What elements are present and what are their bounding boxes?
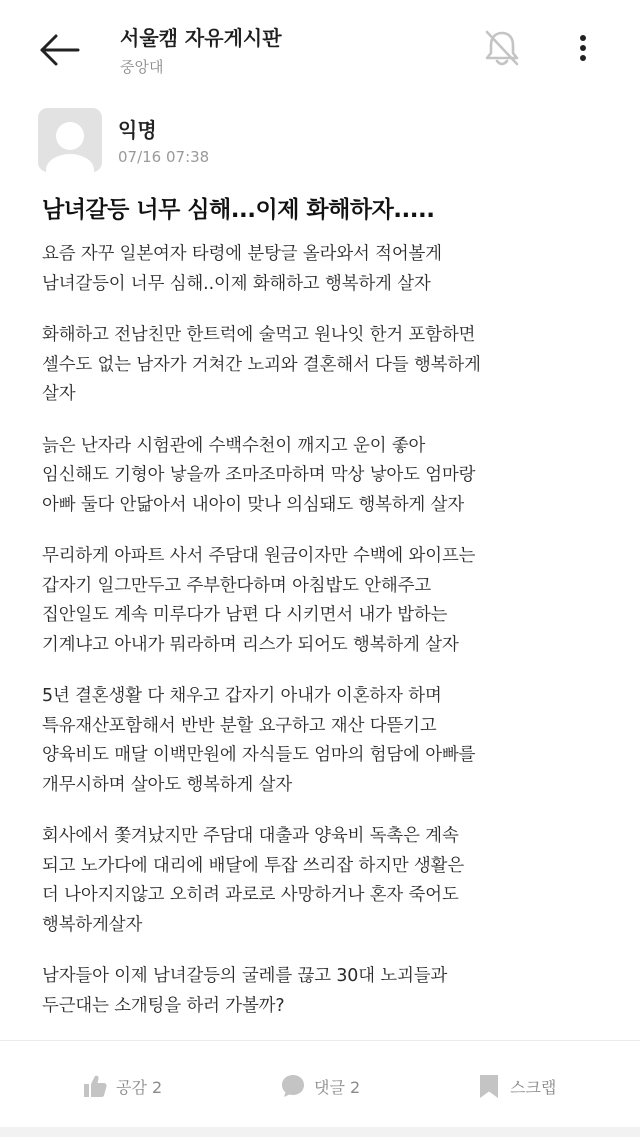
author-name: 익명 (118, 118, 157, 142)
post-action-bar (0, 1040, 640, 1138)
post-line: 행복하게살자 (42, 914, 143, 935)
post-line: 화해하고 전남친만 한트럭에 술먹고 원나잇 한거 포함하면 (42, 325, 476, 345)
notification-toggle-button[interactable] (480, 26, 524, 70)
post-line: 무리하게 아파트 사서 주담대 원금이자만 수백에 와이프는 (42, 546, 476, 566)
scrap-button[interactable] (476, 1071, 556, 1101)
post-line: 갑자기 일그만두고 주부한다하며 아침밥도 안해주고 (42, 575, 432, 596)
post-author (38, 108, 598, 174)
post-line: 기계냐고 아내가 뭐라하며 리스가 되어도 행복하게 살자 (42, 634, 459, 655)
app-header (0, 0, 640, 95)
post-line: 더 나아지지않고 오히려 과로로 사망하거나 혼자 죽어도 (42, 885, 459, 905)
post-paragraph (42, 432, 622, 521)
more-options-button[interactable] (568, 26, 598, 70)
back-button[interactable] (36, 28, 84, 72)
post-paragraph (42, 962, 622, 1021)
post-line: 남녀갈등이 너무 심해..이제 화해하고 행복하게 살자 (42, 273, 431, 294)
bookmark-icon (476, 1073, 502, 1099)
thumbs-up-icon (82, 1073, 108, 1099)
post-line: 되고 노가다에 대리에 배달에 투잡 쓰리잡 하지만 생활은 (42, 855, 465, 876)
post-line: 개무시하며 살아도 행복하게 살자 (42, 774, 293, 795)
like-button[interactable] (82, 1071, 162, 1101)
scrap-label: 스크랩 (510, 1077, 557, 1097)
post-line: 요즘 자꾸 일본여자 타령에 분탕글 올라와서 적어볼게 (42, 244, 442, 264)
post-line: 회사에서 쫓겨났지만 주담대 대출과 양육비 독촉은 계속 (42, 826, 459, 846)
post-line: 양육비도 매달 이백만원에 자식들도 엄마의 험담에 아빠를 (42, 745, 476, 765)
post-line: 남자들아 이제 남녀갈등의 굴레를 끊고 30대 노괴들과 (42, 966, 448, 986)
post-line: 집안일도 계속 미루다가 남편 다 시키면서 내가 밥하는 (42, 605, 448, 625)
post-line: 5년 결혼생활 다 채우고 갑자기 아내가 이혼하자 하며 (42, 686, 442, 706)
bell-off-icon (480, 26, 524, 70)
comment-count-label: 댓글 2 (314, 1077, 361, 1097)
post-paragraph (42, 542, 622, 660)
bottom-strip (0, 1127, 640, 1137)
comment-button[interactable] (280, 1071, 360, 1101)
post-line: 특유재산포함해서 반반 분할 요구하고 재산 다뜯기고 (42, 715, 437, 736)
post-paragraph (42, 682, 622, 800)
post-line: 셀수도 없는 남자가 거쳐간 노괴와 결혼해서 다들 행복하게 (42, 354, 481, 375)
post-title: 남녀갈등 너무 심해...이제 화해하자..... (42, 197, 435, 223)
post-line: 늙은 난자라 시험관에 수백수천이 깨지고 운이 좋아 (42, 435, 426, 456)
board-subtitle: 중앙대 (120, 58, 164, 76)
speech-bubble-icon (280, 1073, 306, 1099)
post-paragraph (42, 822, 622, 940)
more-vertical-icon (568, 26, 598, 70)
board-title: 서울캠 자유게시판 (120, 26, 282, 50)
avatar (38, 108, 102, 172)
arrow-left-icon (36, 28, 84, 72)
post-paragraph (42, 321, 622, 410)
post-body (42, 240, 622, 1043)
post-line: 살자 (42, 384, 76, 404)
post-paragraph (42, 240, 622, 299)
post-line: 아빠 둘다 안닮아서 내아이 맞나 의심돼도 행복하게 살자 (42, 494, 465, 515)
post-line: 임신해도 기형아 낳을까 조마조마하며 막상 낳아도 엄마랑 (42, 465, 476, 485)
default-avatar-icon (38, 108, 102, 172)
post-timestamp: 07/16 07:38 (118, 148, 210, 166)
post-line: 두근대는 소개팅을 하러 가볼까? (42, 995, 285, 1016)
like-count-label: 공감 2 (116, 1077, 163, 1097)
